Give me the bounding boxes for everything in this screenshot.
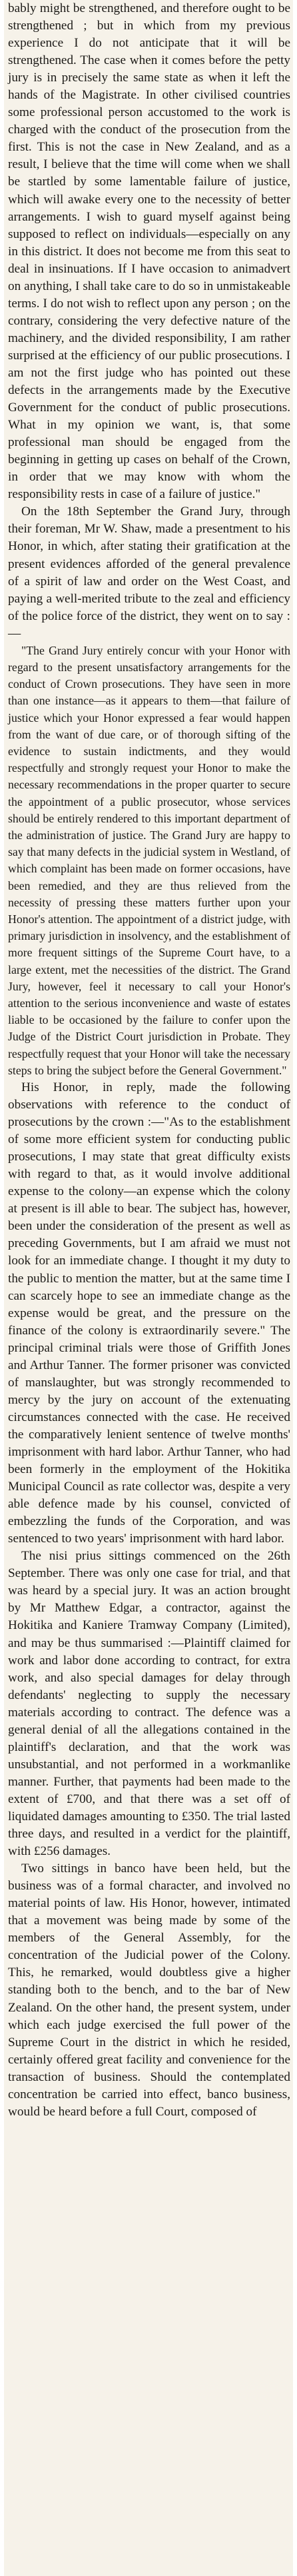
article-paragraph-2: On the 18th September the Grand Jury, through their foreman, Mr W. Shaw, made a presentment to his Honor, in which, after stating their gratification at the present evidences afforded of the general prevalence of a spirit of law and order on the West Coast, and paying a well-merited tribute to the zeal and efficiency of the police force of the district, they went on to say :— — [8, 505, 294, 641]
article-paragraph-6: Two sittings in banco have been held, but the business was of a formal character, and involved no material points of law. His Honor, however, intimated that a movement was being made by some of the members of the General Assembly, for the concentration of the Judicial power of the Colony. This, he remarked, would doubtless give a higher standing both to the bench, and to the bar of New Zealand. On the other hand, the present system, under which each judge exercised the full power of the Supreme Court in the district in which he resided, certainly offered great facility and convenience for the transaction of business. Should the contemplated concentration be carried into effect, banco business, would be heard before a full Court, composed of — [8, 1862, 294, 2119]
grand-jury-quote-paragraph: "The Grand Jury entirely concur with your Honor with regard to the present unsatisfactory arrangements for the conduct of Crown prosecutions. They have seen in more than one instance—as it appears to them—that failure of justice which your Honor expressed a fear would happen from the want of due care, or of thorough sifting of the evidence to sustain indictments, and they would respectfully and strongly request your Honor to make the necessary recommendations in the proper quarter to secure the appointment of a public prosecutor, whose services should be entirely rendered to this important department of the administration of justice. The Grand Jury are happy to say that many defects in the judicial system in Westland, of which complaint has been made on former occasions, have been remedied, and they are thus relieved from the necessity of pressing these matters further upon your Honor's attention. The appointment of a district judge, with primary jurisdiction in insolvency, and the establishment of more frequent sittings of the Supreme Court have, to a large extent, met the necessities of the district. The Grand Jury, however, feel it necessary to call your Honor's attention to the serious inconvenience and waste of estates liable to be occasioned by the failure to confer upon the Judge of the District Court jurisdiction in Probate. They respectfully request that your Honor will take the necessary steps to bring the subject before the General Government." — [8, 643, 294, 1077]
article-paragraph-4: His Honor, in reply, made the following observations with reference to the conduct of prosecutions by the crown :—"As to the establishment of some more efficient system for conducting public prosecutions, I may state that great difficulty exists with regard to that, as it would involve additional expense to the colony—an expense which the colony at present is ill able to bear. The subject has, however, been under the consideration of the present as well as preceding Governments, but I am afraid we must not look for an immediate change. I thought it my duty to the public to mention the matter, but at the same time I can scarcely hope to see an immediate change as the expense would be great, and the pressure on the finance of the colony is extraordinarily severe." The principal criminal trials were those of Griffith Jones and Arthur Tanner. The former prisoner was convicted of manslaughter, but was strongly recommended to mercy by the jury on account of the extenuating circumstances connected with the case. He received the comparatively lenient sentence of twelve months' imprisonment with hard labor. Arthur Tanner, who had been formerly in the employment of the Hokitika Municipal Council as rate collector was, despite a very able defence made by his counsel, convicted of embezzling the funds of the Corporation, and was sentenced to two years' imprisonment with hard labor. — [8, 1080, 294, 1546]
article-paragraph-5: The nisi prius sittings commenced on the 26th September. There was only one case for trial, and that was heard by a special jury. It was an action brought by Mr Matthew Edgar, a contractor, against the Hokitika and Kaniere Tramway Company (Limited), and may be thus summarised :—Plaintiff claimed for work and labor done according to contract, for extra work, and also special damages for delay through defendants' neglecting to supply the necessary materials according to contract. The defence was a general denial of all the allegations contained in the plaintiff's declaration, and that the work was unsubstantial, and not performed in a workmanlike manner. Further, that payments had been made to the extent of £700, and that there was a set off of liquidated damages amounting to £350. The trial lasted three days, and resulted in a verdict for the plaintiff, with £256 damages. — [8, 1549, 294, 1859]
article-column — [4, 0, 293, 2121]
newspaper-column-page — [4, 0, 293, 2576]
article-paragraph-1: bably might be strengthened, and therefore ought to be strengthened ; but in which from my previous experience I do not anticipate that it will be strengthened. The case when it comes before the petty jury is in precisely the same state as when it left the hands of the Magistrate. In other civilised countries some professional person accustomed to the work is charged with the conduct of the prosecution from the first. This is not the case in New Zealand, and as a result, I believe that the time will come when we shall be startled by some lamentable failure of justice, which will awake every one to the necessity of better arrangements. I wish to guard myself against being supposed to reflect on individuals—especially on any in this district. It does not become me from this seat to deal in insinuations. If I have occasion to animadvert on anything, I shall take care to do so in unmistakeable terms. I do not wish to reflect upon any person ; on the contrary, considering the very defective nature of the machinery, and the divided responsibility, I am rather surprised at the efficiency of our public prosecutions. I am not the first judge who has pointed out these defects in the arrangements made by the Executive Government for the conduct of public prosecutions. What in my opinion we want, is, that some professional man should be engaged from the beginning in getting up cases on behalf of the Crown, in order that we may know with whom the responsibility rests in case of a failure of justice." — [8, 1, 294, 502]
